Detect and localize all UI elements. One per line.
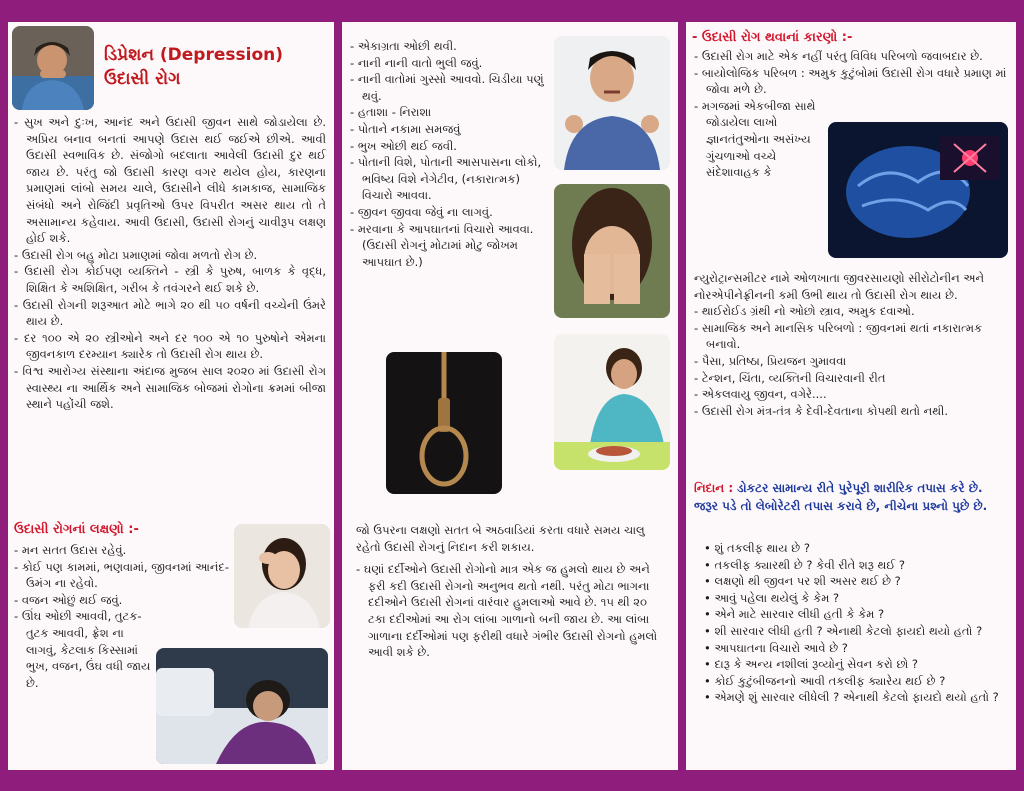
question-item: • શી સારવાર લીધી હતી ? એનાથી કેટલો ફાયદો થયો હતો ? (704, 623, 1010, 640)
question-item: • તકલીફ ક્યારથી છે ? કેવી રીતે શરૂ થઈ ? (704, 557, 1010, 574)
symptom-item: - ભુખ ઓછી થઈ જવી. (350, 138, 550, 155)
cause-item: - પૈસા, પ્રતિષ્ઠા, પ્રિયજન ગુમાવવા (694, 353, 1010, 370)
symptom-item: - હતાશા - નિરાશા (350, 104, 550, 121)
paragraph: - ઘણાં દર્દીઓને ઉદાસી રોગોનો માત્ર એક જ હુમલો થાય છે અને ફરી કદી ઉદાસી રોગનો અનુભવ થતો નથી. પરંતુ મોટા ભાગના દદીઓને ઉદાસી રોગનાં વારંવાર હુમલાઓ આવે છે. ૧૫ થી ૨૦ ટકા દદીઓમાં આ રોગ લાંબા ગાળાનો બની જાય છે. આ લાંબા ગાળાના દર્દીઓમાં પણ ફરીથી વધારે ગંભીર ઉદાસી રોગનો હુમલો આવી શકે છે. (356, 561, 666, 661)
cause-item: - મગજમાં એકબીજા સાથે જોડાયેલા લાખો જ્ઞાનતંતુઓના અસંખ્ય ગુંચળાઓ વચ્ચે સંદેશાવાહક કે (694, 98, 826, 181)
question-item: • લક્ષણો થી જીવન પર શી અસર થઈ છે ? (704, 573, 1010, 590)
intro-item: - સુખ અને દુઃખ, આનંદ અને ઉદાસી જીવન સાથે જોડાયેલા છે. અપ્રિય બનાવ બનતાં આપણે ઉદાસ થઈ જઈએ છીએ. આવી ઉદાસી સ્વભાવિક છે. સંજોગો બદલાતા આવેલી ઉદાસી દુર થઈ જાય છે. પરંતુ જો ઉદાસી કારણ વગર થયેલ હોય, કારણના પ્રમાણમાં લાંબો સમય ચાલે, ઉદાસીને લીધે કામકાજ, સામાજિક સંબંધો અને રોજિંદી પ્રવૃતિઓ ઉપર વિપરીત અસર થાય તો તે અસામાન્ય કહેવાય. આવી ઉદાસી, ઉદાસી રોગનું ચાવીરૂપ લક્ષણ હોઈ શકે. (14, 114, 326, 247)
woman-food-photo (554, 334, 670, 470)
intro-list (14, 114, 326, 413)
paragraph: જો ઉપરના લક્ષણો સતત બે અઠવાડિયાં કરતા વધારે સમય ચાલુ રહેતો ઉદાસી રોગનું નિદાન કરી શકાય. (356, 523, 645, 554)
left-panel (8, 22, 334, 770)
question-item: • આવું પહેલા થયેલું કે કેમ ? (704, 590, 1010, 607)
questions-list (704, 540, 1010, 706)
cause-item: - એકલવાયુ જીવન, વગેરે.... (694, 386, 1010, 403)
intro-item: - વિશ્વ આરોગ્ય સંસ્થાના અંદાજ મુજબ સાલ ૨૦૨૦ માં ઉદાસી રોગ સ્વાસ્થ્ય ના આર્થિક અને સામાજિક બોજમાં રોગોના ક્રમમાં બીજા સ્થાને પહોંચી જશે. (14, 363, 326, 413)
cause-item: - ટેન્શન, ચિંતા, વ્યક્તિની વિચારવાની રીત (694, 370, 1010, 387)
question-item: • કોઈ કુટુંબીજનનો આવી તકલીફ ક્યારેય થઈ છે ? (704, 673, 1010, 690)
question-item: • એમણે શું સારવાર લીધેલી ? એનાથી કેટલો ફાયદો થયો હતો ? (704, 689, 1010, 706)
intro-item: - ઉદાસી રોગ કોઈપણ વ્યક્તિને - સ્ત્રી કે પુરુષ, બાળક કે વૃદ્ધ, શિક્ષિત કે અશિક્ષિત, ગરીબ કે તવંગરને થઈ શકે છે. (14, 263, 326, 296)
insomnia-photo (156, 648, 328, 764)
diagnosis-text: ડોકટર સામાન્ય રીતે પુરેપૂરી શારીરિક તપાસ કરે છે. જરૂર પડે તો લેબોરેટરી તપાસ કરાવે છે, નીચેના પ્રશ્નો પુછે છે. (694, 481, 988, 513)
cause-item: - ઉદાસી રોગ માટે એક નહીં પરંતુ વિવિધ પરિબળો જવાબદાર છે. (694, 48, 1010, 65)
page-title: ડિપ્રેશન (Depression) (104, 45, 284, 65)
symptoms-list-continued (350, 38, 550, 270)
cause-item: - થાઈરોઈડ ગ્રંથી નો ઓછો સ્ત્રાવ, અમુક દવાઓ. (694, 303, 1010, 320)
intro-item: - ઉદાસી રોગ બહુ મોટા પ્રમાણમાં જોવા મળતો રોગ છે. (14, 247, 326, 264)
symptom-item: - મન સતત ઉદાસ રહેવું. (14, 542, 234, 559)
symptom-item: - ઊંઘ ઓછી આવવી, તુટક-તુટક આવવી, ફ્રેશ ના લાગવું, કેટલાક કિસ્સામાં ભુખ, વજન, ઉંઘ વધી જાય છે. (14, 608, 154, 691)
causes-heading: - ઉદાસી રોગ થવાનાં કારણો :- (692, 30, 853, 45)
middle-panel (342, 22, 678, 770)
neuro-text: ન્યુરોટ્રાન્સમીટર નામે ઓળખાતા જીવરસાયણો સીરોટોનીન અને નોરએપીનેફ્રીનની કમી ઉભી થાય તો ઉદાસી રોગ થાય છે. (694, 271, 985, 302)
intro-item: - ઉદાસી રોગની શરૂઆત મોટે ભાગે ૨૦ થી ૫૦ વર્ષની વચ્ચેની ઉંમરે થાય છે. (14, 297, 326, 330)
question-item: • શું તકલીફ થાય છે ? (704, 540, 1010, 557)
brain-neuron-image (828, 122, 1008, 258)
symptom-item: - નાની વાતોમાં ગુસ્સો આવવો. ચિડીયા પણું થવું. (350, 71, 550, 104)
page-subtitle: ઉદાસી રોગ (104, 69, 181, 89)
question-item: • દારૂ કે અન્ય નશીલાં રૂવ્યોનું સેવન કરો છો ? (704, 656, 1010, 673)
symptom-item: - એકાગ્રતા ઓછી થવી. (350, 38, 550, 55)
diagnosis-block (694, 480, 1010, 515)
symptom-item: - જીવન જીવવા જેવું ના લાગવું. (350, 204, 550, 221)
symptom-item: - મરવાના કે આપઘાતનાં વિચારો આવવા. (ઉદાસી રોગનું મોટામાં મોટુ જોખમ આપઘાત છે.) (350, 221, 550, 271)
diagnosis-paragraphs (356, 522, 666, 661)
neuro-text-block (694, 270, 1010, 419)
symptoms-heading: ઉદાસી રોગનાં લક્ષણો :- (14, 522, 139, 537)
cause-item: - બાયોલોજિક પરિબળ : અમુક કુટુંબોમાં ઉદાસી રોગ વધારે પ્રમાણ માં જોવા મળે છે. (694, 65, 1010, 98)
diagnosis-label: નિદાન : (694, 481, 734, 495)
right-panel (686, 22, 1016, 770)
symptom-item: - નાની નાની વાતો ભુલી જવું. (350, 55, 550, 72)
crying-woman-photo (554, 184, 670, 318)
cause-item: - ઉદાસી રોગ મંત્ર-તંત્ર કે દેવી-દેવતાના કોપથી થતો નથી. (694, 403, 1010, 420)
noose-image (386, 352, 502, 494)
sad-man-photo (12, 26, 94, 110)
symptom-item: - પોતાને નકામા સમજવું (350, 121, 550, 138)
angry-man-photo (554, 36, 670, 170)
symptom-item: - વજન ઓછું થઈ જવું. (14, 592, 234, 609)
question-item: • આપઘાતના વિચારો આવે છે ? (704, 640, 1010, 657)
cause-item: - સામાજિક અને માનસિક પરિબળો : જીવનમાં થતાં નકારાત્મક બનાવો. (694, 320, 1010, 353)
question-item: • એને માટે સારવાર લીધી હતી કે કેમ ? (704, 606, 1010, 623)
symptom-item: - પોતાની વિશે, પોતાની આસપાસના લોકો, ભવિષ્ય વિશે નેગેટીવ, (નકારાત્મક) વિચારો આવવા. (350, 154, 550, 204)
symptom-item: - કોઈ પણ કામમાં, ભણવામાં, જીવનમાં આનંદ-ઉમંગ ના રહેવો. (14, 559, 234, 592)
intro-item: - દર ૧૦૦ એ ૨૦ સ્ત્રીઓને અને દર ૧૦૦ એ ૧૦ પુરુષોને એમના જીવનકાળ દરમ્યાન ક્યારેક તો ઉદાસી રોગ થાય છે. (14, 330, 326, 363)
woman-headache-photo (234, 524, 330, 628)
